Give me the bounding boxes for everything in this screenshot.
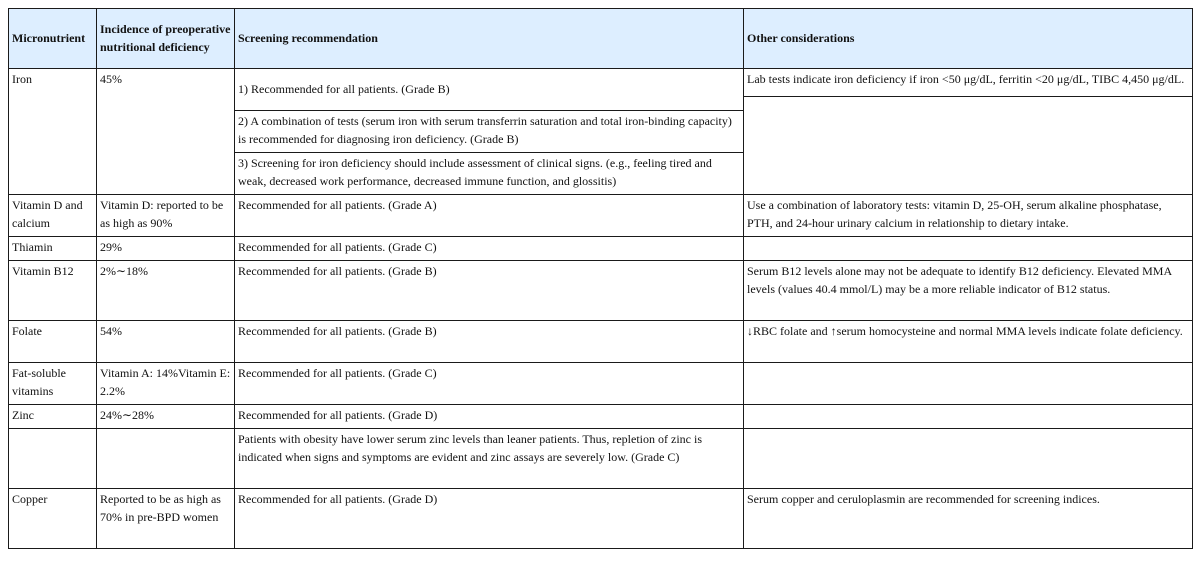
header-other: Other considerations	[744, 9, 1193, 69]
cell-zinc-extra-incidence	[97, 429, 235, 489]
cell-thiamin-other	[744, 237, 1193, 261]
cell-thiamin-screening: Recommended for all patients. (Grade C)	[235, 237, 744, 261]
table-row-b12	[9, 261, 1193, 321]
cell-iron-name: Iron	[9, 69, 97, 195]
cell-folate-screening: Recommended for all patients. (Grade B)	[235, 321, 744, 363]
cell-iron-screening-1: 1) Recommended for all patients. (Grade B)	[235, 69, 744, 111]
cell-copper-name: Copper	[9, 489, 97, 549]
cell-folate-other: ↓RBC folate and ↑serum homocysteine and normal MMA levels indicate folate deficiency.	[744, 321, 1193, 363]
cell-fat-soluble-screening: Recommended for all patients. (Grade C)	[235, 363, 744, 405]
cell-vitamin-d-screening: Recommended for all patients. (Grade A)	[235, 195, 744, 237]
cell-zinc-screening: Recommended for all patients. (Grade D)	[235, 405, 744, 429]
cell-zinc-other	[744, 405, 1193, 429]
cell-b12-screening: Recommended for all patients. (Grade B)	[235, 261, 744, 321]
cell-copper-other: Serum copper and ceruloplasmin are recommended for screening indices.	[744, 489, 1193, 549]
cell-b12-name: Vitamin B12	[9, 261, 97, 321]
table-row-vitamin-d	[9, 195, 1193, 237]
cell-copper-screening: Recommended for all patients. (Grade D)	[235, 489, 744, 549]
cell-thiamin-incidence: 29%	[97, 237, 235, 261]
cell-zinc-incidence: 24%∼28%	[97, 405, 235, 429]
table-row-thiamin	[9, 237, 1193, 261]
cell-folate-incidence: 54%	[97, 321, 235, 363]
header-incidence: Incidence of preoperative nutritional deficiency	[97, 9, 235, 69]
cell-vitamin-d-other: Use a combination of laboratory tests: vitamin D, 25-OH, serum alkaline phosphatase, PTH, and 24-hour urinary calcium in relationship to dietary intake.	[744, 195, 1193, 237]
cell-b12-other: Serum B12 levels alone may not be adequate to identify B12 deficiency. Elevated MMA levels (values 40.4 mmol/L) may be a more reliable indicator of B12 status.	[744, 261, 1193, 321]
cell-zinc-name: Zinc	[9, 405, 97, 429]
cell-iron-other	[744, 69, 1193, 195]
table-row-copper	[9, 489, 1193, 549]
table-row-iron	[9, 69, 1193, 111]
cell-vitamin-d-incidence: Vitamin D: reported to be as high as 90%	[97, 195, 235, 237]
header-row	[9, 9, 1193, 69]
iron-lab-note: Lab tests indicate iron deficiency if iron <50 μg/dL, ferritin <20 μg/dL, TIBC 4,450 μg/dL.	[744, 69, 1192, 97]
cell-iron-screening-3: 3) Screening for iron deficiency should include assessment of clinical signs. (e.g., feeling tired and weak, decreased work performance, decreased immune function, and glossitis)	[235, 153, 744, 195]
header-micronutrient: Micronutrient	[9, 9, 97, 69]
cell-vitamin-d-name: Vitamin D and calcium	[9, 195, 97, 237]
cell-fat-soluble-name: Fat-soluble vitamins	[9, 363, 97, 405]
table-row-folate	[9, 321, 1193, 363]
table-container	[8, 8, 1192, 549]
cell-fat-soluble-incidence: Vitamin A: 14%Vitamin E: 2.2%	[97, 363, 235, 405]
table-row-zinc	[9, 405, 1193, 429]
cell-iron-screening-2: 2) A combination of tests (serum iron with serum transferrin saturation and total iron-binding capacity) is recommended for diagnosing iron deficiency. (Grade B)	[235, 111, 744, 153]
table-row-zinc-extra	[9, 429, 1193, 489]
cell-iron-incidence: 45%	[97, 69, 235, 195]
table-row-fat-soluble	[9, 363, 1193, 405]
cell-zinc-extra-other	[744, 429, 1193, 489]
cell-fat-soluble-other	[744, 363, 1193, 405]
header-screening: Screening recommendation	[235, 9, 744, 69]
cell-zinc-extra-screening: Patients with obesity have lower serum zinc levels than leaner patients. Thus, repletion of zinc is indicated when signs and symptoms are evident and zinc assays are severely low. (Grade C)	[235, 429, 744, 489]
cell-thiamin-name: Thiamin	[9, 237, 97, 261]
cell-b12-incidence: 2%∼18%	[97, 261, 235, 321]
cell-zinc-extra-name	[9, 429, 97, 489]
cell-folate-name: Folate	[9, 321, 97, 363]
cell-copper-incidence: Reported to be as high as 70% in pre-BPD women	[97, 489, 235, 549]
micronutrient-screening-table	[8, 8, 1193, 549]
